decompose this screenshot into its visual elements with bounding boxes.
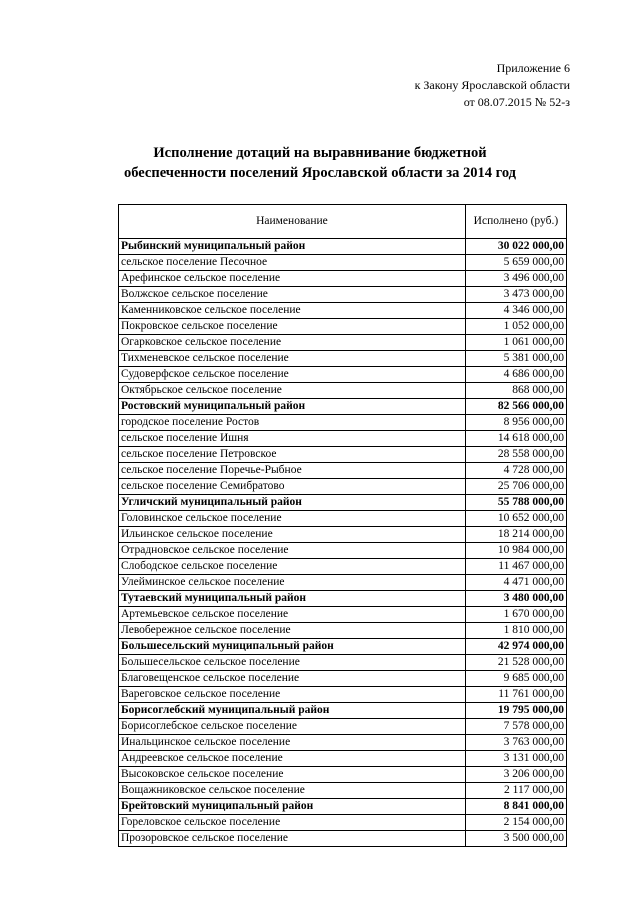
row-amount: 8 841 000,00 [465,799,566,815]
row-amount: 28 558 000,00 [465,447,566,463]
settlement-row [119,815,567,831]
settlement-row [119,431,567,447]
subsidy-table [118,204,567,847]
table-header-row [119,205,567,239]
row-amount: 1 670 000,00 [465,607,566,623]
row-name: Борисоглебское сельское поселение [119,719,466,735]
row-amount: 10 984 000,00 [465,543,566,559]
row-name: Прозоровское сельское поселение [119,831,466,847]
appendix-number: Приложение 6 [496,61,570,75]
column-header-name: Наименование [119,205,466,239]
settlement-row [119,303,567,319]
settlement-row [119,655,567,671]
row-name: Левобережное сельское поселение [119,623,466,639]
row-amount: 3 763 000,00 [465,735,566,751]
row-amount: 1 061 000,00 [465,335,566,351]
settlement-row [119,511,567,527]
settlement-row [119,319,567,335]
row-amount: 3 206 000,00 [465,767,566,783]
table-body [119,239,567,847]
row-name: Судоверфское сельское поселение [119,367,466,383]
district-row [119,703,567,719]
row-amount: 42 974 000,00 [465,639,566,655]
row-name: Покровское сельское поселение [119,319,466,335]
appendix-header [415,60,570,111]
settlement-row [119,335,567,351]
settlement-row [119,351,567,367]
row-name: Ростовский муниципальный район [119,399,466,415]
row-amount: 10 652 000,00 [465,511,566,527]
appendix-date: от 08.07.2015 № 52-з [463,95,570,109]
row-amount: 25 706 000,00 [465,479,566,495]
row-amount: 21 528 000,00 [465,655,566,671]
settlement-row [119,783,567,799]
row-name: Борисоглебский муниципальный район [119,703,466,719]
row-amount: 14 618 000,00 [465,431,566,447]
settlement-row [119,687,567,703]
settlement-row [119,463,567,479]
settlement-row [119,623,567,639]
row-name: городское поселение Ростов [119,415,466,431]
title-line-1: Исполнение дотаций на выравнивание бюджетной [153,145,487,161]
row-name: сельское поселение Семибратово [119,479,466,495]
settlement-row [119,479,567,495]
row-amount: 3 473 000,00 [465,287,566,303]
row-amount: 2 117 000,00 [465,783,566,799]
column-header-amount: Исполнено (руб.) [465,205,566,239]
row-amount: 11 467 000,00 [465,559,566,575]
row-name: Арефинское сельское поселение [119,271,466,287]
row-amount: 11 761 000,00 [465,687,566,703]
row-amount: 5 659 000,00 [465,255,566,271]
row-name: сельское поселение Ишня [119,431,466,447]
settlement-row [119,607,567,623]
row-name: Рыбинский муниципальный район [119,239,466,255]
row-amount: 30 022 000,00 [465,239,566,255]
row-name: Головинское сельское поселение [119,511,466,527]
settlement-row [119,447,567,463]
row-amount: 4 686 000,00 [465,367,566,383]
row-name: Гореловское сельское поселение [119,815,466,831]
settlement-row [119,751,567,767]
settlement-row [119,271,567,287]
row-name: Улейминское сельское поселение [119,575,466,591]
district-row [119,239,567,255]
row-name: сельское поселение Поречье-Рыбное [119,463,466,479]
settlement-row [119,719,567,735]
row-name: Андреевское сельское поселение [119,751,466,767]
row-name: Брейтовский муниципальный район [119,799,466,815]
row-name: Вареговское сельское поселение [119,687,466,703]
title-line-2: обеспеченности поселений Ярославской области за 2014 год [123,165,517,181]
row-name: сельское поселение Песочное [119,255,466,271]
settlement-row [119,527,567,543]
row-name: Угличский муниципальный район [119,495,466,511]
settlement-row [119,383,567,399]
row-amount: 9 685 000,00 [465,671,566,687]
settlement-row [119,767,567,783]
row-name: Октябрьское сельское поселение [119,383,466,399]
row-amount: 55 788 000,00 [465,495,566,511]
row-name: Каменниковское сельское поселение [119,303,466,319]
row-amount: 868 000,00 [465,383,566,399]
settlement-row [119,543,567,559]
settlement-row [119,559,567,575]
document-title [80,143,560,183]
row-amount: 7 578 000,00 [465,719,566,735]
row-name: Большесельское сельское поселение [119,655,466,671]
appendix-law: к Закону Ярославской области [414,78,570,92]
settlement-row [119,287,567,303]
row-amount: 4 728 000,00 [465,463,566,479]
row-amount: 8 956 000,00 [465,415,566,431]
district-row [119,639,567,655]
row-name: Вощажниковское сельское поселение [119,783,466,799]
row-amount: 1 052 000,00 [465,319,566,335]
row-amount: 19 795 000,00 [465,703,566,719]
district-row [119,591,567,607]
row-amount: 4 346 000,00 [465,303,566,319]
row-name: Высоковское сельское поселение [119,767,466,783]
row-name: Артемьевское сельское поселение [119,607,466,623]
row-name: Ильинское сельское поселение [119,527,466,543]
row-amount: 5 381 000,00 [465,351,566,367]
row-amount: 3 496 000,00 [465,271,566,287]
row-name: Тутаевский муниципальный район [119,591,466,607]
row-amount: 2 154 000,00 [465,815,566,831]
settlement-row [119,575,567,591]
settlement-row [119,367,567,383]
row-name: Большесельский муниципальный район [119,639,466,655]
row-amount: 4 471 000,00 [465,575,566,591]
row-name: сельское поселение Петровское [119,447,466,463]
settlement-row [119,671,567,687]
district-row [119,399,567,415]
settlement-row [119,831,567,847]
row-name: Благовещенское сельское поселение [119,671,466,687]
row-name: Тихменевское сельское поселение [119,351,466,367]
row-name: Слободское сельское поселение [119,559,466,575]
row-name: Отрадновское сельское поселение [119,543,466,559]
settlement-row [119,415,567,431]
row-amount: 3 131 000,00 [465,751,566,767]
district-row [119,799,567,815]
row-name: Волжское сельское поселение [119,287,466,303]
settlement-row [119,735,567,751]
row-amount: 18 214 000,00 [465,527,566,543]
row-amount: 3 500 000,00 [465,831,566,847]
row-amount: 3 480 000,00 [465,591,566,607]
row-amount: 1 810 000,00 [465,623,566,639]
row-name: Огарковское сельское поселение [119,335,466,351]
settlement-row [119,255,567,271]
row-amount: 82 566 000,00 [465,399,566,415]
district-row [119,495,567,511]
row-name: Инальцинское сельское поселение [119,735,466,751]
